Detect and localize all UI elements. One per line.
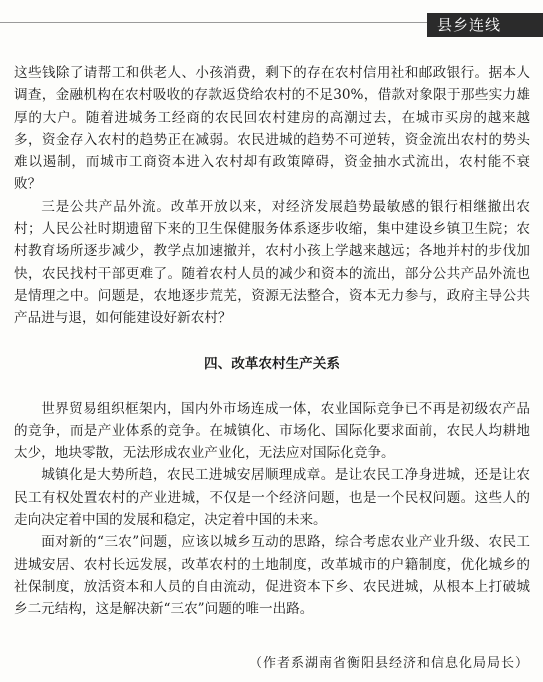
paragraph-1: 这些钱除了请帮工和供老人、小孩消费，剩下的存在农村信用社和邮政银行。据本人调查，金融机构在农村吸收的存款返贷给农村的不足30%，借款对象限于那些实力雄厚的大户。随着进城务工经商的农民回农村建房的高潮过去，在城市买房的越来越多，资金存入农村的趋势正在减弱。农民进城的趋势不可逆转，资金流出农村的势头难以遏制，而城市工商资本进入农村却有政策障碍，资金抽水式流出，农村能不衰败？ xyxy=(14,65,530,193)
article-body xyxy=(14,62,530,621)
author-byline: （作者系湖南省衡阳县经济和信息化局局长） xyxy=(248,656,529,671)
paragraph-5: 面对新的“三农”问题，应该以城乡互动的思路，综合考虑农业产业升级、农民工进城安居、农村长远发展，改革农村的土地制度，改革城市的户籍制度，优化城乡的社保制度，放活资本和人员的自由流动，促进资本下乡、农民进城，从根本上打破城乡二元结构，这是解决新“三农”问题的唯一出路。 xyxy=(14,534,530,618)
paragraph-3: 世界贸易组织框架内，国内外市场连成一体，农业国际竞争已不再是初级农产品的竞争，而是产业体系的竞争。在城镇化、市场化、国际化要求面前，农民人均耕地太少，地块零散，无法形成农业产业化，无法应对国际化竞争。 xyxy=(14,400,530,462)
paragraph-4: 城镇化是大势所趋，农民工进城安居顺理成章。是让农民工净身进城，还是让农民工有权处置农村的产业进城，不仅是一个经济问题，也是一个民权问题。这些人的走向决定着中国的发展和稳定，决定着中国的未来。 xyxy=(14,467,530,529)
section-tag: 县乡连线 xyxy=(427,13,543,37)
page-header xyxy=(0,0,543,40)
header-rule xyxy=(0,22,430,23)
section-heading: 四、改革农村生产关系 xyxy=(204,355,340,372)
paragraph-2: 三是公共产品外流。改革开放以来，对经济发展趋势最敏感的银行相继撤出农村；人民公社时期遗留下来的卫生保健服务体系逐步收缩，集中建设乡镇卫生院；农村教育场所逐步减少，教学点加速撤并，农村小孩上学越来越远；各地并村的步伐加快，农民找村干部更难了。随着农村人员的减少和资本的流出，部分公共产品外流也是情理之中。问题是，农地逐步荒芜，资源无法整合，资本无力参与，政府主导公共产品进与退，如何能建设好新农村？ xyxy=(14,198,530,327)
